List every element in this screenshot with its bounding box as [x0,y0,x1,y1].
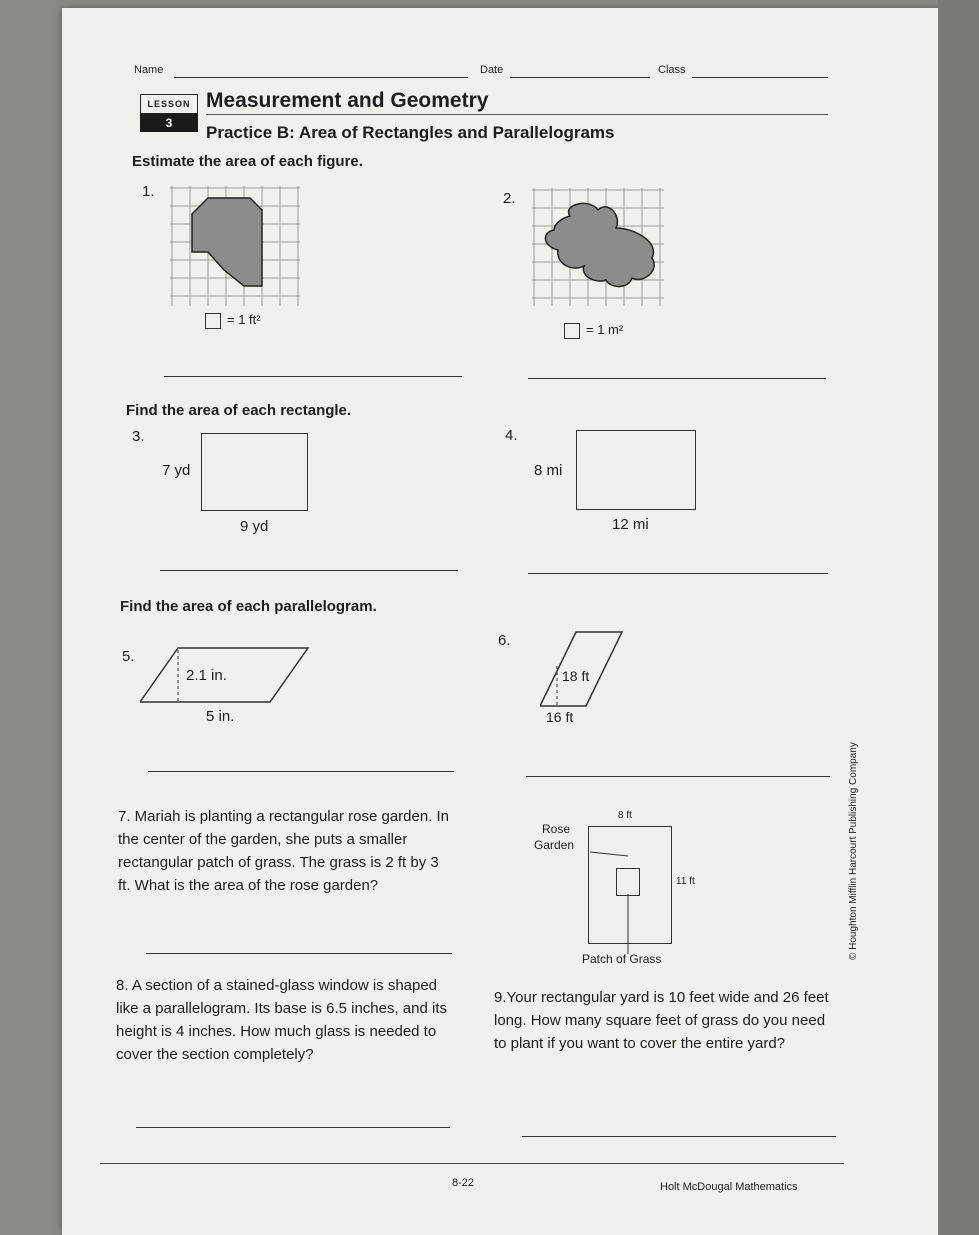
q5-answer-line[interactable] [148,771,454,772]
lesson-subtitle: Practice B: Area of Rectangles and Parallelograms [206,123,615,142]
copyright-credit: © Houghton Mifflin Harcourt Publishing Company [848,742,859,960]
date-label: Date [480,64,504,76]
class-field[interactable] [692,77,828,78]
q6-number: 6. [498,632,511,649]
date-field[interactable] [510,77,650,78]
q1-legend [205,312,261,329]
q4-height-label: 8 mi [534,462,563,479]
q9-answer-line[interactable] [522,1136,836,1137]
title-rule [206,114,828,115]
q4-number: 4. [505,427,518,444]
q2-unit-label: = 1 m² [586,322,624,337]
q1-number: 1. [142,183,155,200]
q7-leader-lines [590,842,670,962]
rose-label-2: Garden [534,838,575,852]
q1-unit-label: = 1 ft² [227,312,261,327]
garden-height-label: 11 ft [676,876,695,887]
q1-unit-square-icon [205,313,221,329]
q2-shape [545,203,654,286]
q6-base-label: 16 ft [546,709,574,725]
q2-grid-figure [532,188,664,308]
q4-width-label: 12 mi [612,516,649,533]
section2-instruction: Find the area of each rectangle. [126,402,352,419]
q3-number: 3. [132,428,145,445]
lesson-number: 3 [140,114,198,132]
garden-width-label: 8 ft [618,810,632,821]
q7-text: 7. Mariah is planting a rectangular rose garden. In the center of the garden, she puts a smaller rectangular patch of grass. The grass is 2 ft by 3 ft. What is the area of the rose garden? [118,808,450,894]
q2-unit-square-icon [564,323,580,339]
q7-answer-line[interactable] [146,953,452,954]
patch-of-grass-label: Patch of Grass [582,952,662,966]
class-label: Class [658,64,686,76]
q1-shape [192,198,262,286]
q4-answer-line[interactable] [528,573,828,574]
q9-text: 9.Your rectangular yard is 10 feet wide and 26 feet long. How many square feet of grass do you need to plant if you want to cover the entire yard? [494,989,829,1052]
q5-number: 5. [122,648,135,665]
q8-text: 8. A section of a stained-glass window is shaped like a parallelogram. Its base is 6.5 inches, and its height is 4 inches. How much glass is needed to cover the section completely? [116,977,448,1063]
q1-answer-line[interactable] [164,376,462,377]
lesson-label: LESSON [140,94,198,114]
section1-instruction: Estimate the area of each figure. [132,153,363,170]
background-edge [938,0,979,1235]
q3-answer-line[interactable] [160,570,458,571]
q8-answer-line[interactable] [136,1127,450,1128]
q2-answer-line[interactable] [528,378,826,379]
section3-instruction: Find the area of each parallelogram. [120,598,377,615]
q6-height-label: 18 ft [562,668,590,684]
name-field[interactable] [174,77,468,78]
footer-rule [100,1163,844,1164]
q6-answer-line[interactable] [526,776,830,777]
name-label: Name [134,64,164,76]
q5-base-label: 5 in. [206,708,235,725]
q2-legend [564,322,623,339]
lesson-title: Measurement and Geometry [206,89,489,112]
publisher-name: Holt McDougal Mathematics [660,1181,798,1193]
q2-number: 2. [503,190,516,207]
page-number: 8-22 [452,1177,475,1189]
rose-label-1: Rose [542,822,571,836]
q4-rectangle [576,430,696,510]
q1-grid-figure [170,186,300,308]
q3-rectangle [201,433,308,511]
q5-height-label: 2.1 in. [186,667,227,684]
q3-height-label: 7 yd [162,462,191,479]
q3-width-label: 9 yd [240,518,269,535]
